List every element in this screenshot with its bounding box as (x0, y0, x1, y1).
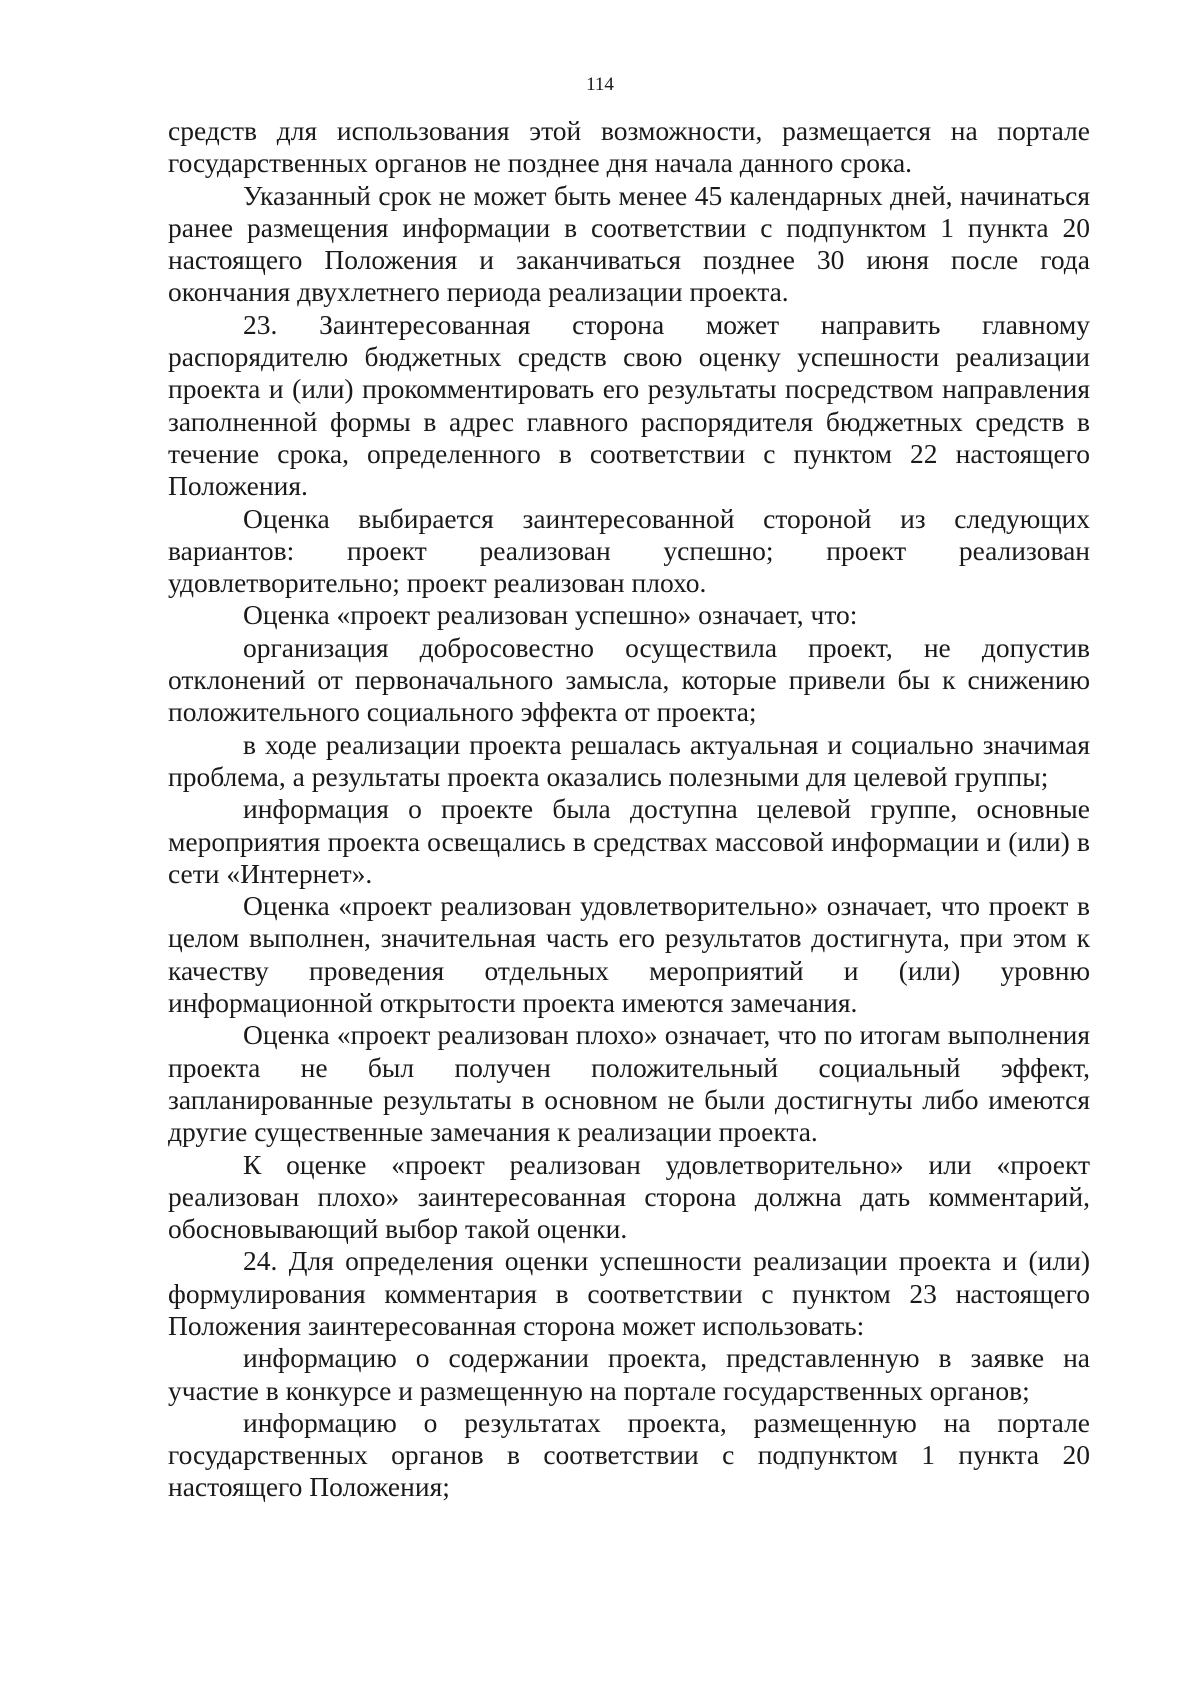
paragraph-source-2: информацию о результатах проекта, размещенную на портале государственных органов в соответствии с подпунктом 1 пункта 20 настоящего Положения; (168, 1406, 1090, 1503)
paragraph-success-criterion-1: организация добросовестно осуществила проект, не допустив отклонений от первоначального замысла, которые привели бы к снижению положительного социального эффекта от проекта; (168, 631, 1090, 728)
paragraph-item-24: 24. Для определения оценки успешности реализации проекта и (или) формулирования комментария в соответствии с пунктом 23 настоящего Положения заинтересованная сторона может использовать: (168, 1245, 1090, 1341)
page-number: 114 (586, 74, 614, 95)
paragraph-source-1: информацию о содержании проекта, представленную в заявке на участие в конкурсе и размещенную на портале государственных органов; (168, 1342, 1090, 1406)
paragraph-rating-options: Оценка выбирается заинтересованной стороной из следующих вариантов: проект реализован успешно; проект реализован удовлетворительно; проект реализован плохо. (168, 502, 1090, 599)
document-text (168, 115, 1090, 1504)
paragraph-poor-definition: Оценка «проект реализован плохо» означает, что по итогам выполнения проекта не был получен положительный социальный эффект, запланированные результаты в основном не были достигнуты либо имеются другие существенные замечания к реализации проекта. (168, 1019, 1090, 1148)
paragraph-success-criterion-2: в ходе реализации проекта решалась актуальная и социально значимая проблема, а результаты проекта оказались полезными для целевой группы; (168, 728, 1090, 792)
paragraph-item-23: 23. Заинтересованная сторона может направить главному распорядителю бюджетных средств свою оценку успешности реализации проекта и (или) прокомментировать его результаты посредством направления заполненной формы в адрес главного распорядителя бюджетных средств в течение срока, определенного в соответствии с пунктом 22 настоящего Положения. (168, 308, 1090, 502)
paragraph-success-criterion-3: информация о проекте была доступна целевой группе, основные мероприятия проекта освещались в средствах массовой информации и (или) в сети «Интернет». (168, 793, 1090, 889)
paragraph-success-definition: Оценка «проект реализован успешно» означает, что: (243, 599, 858, 631)
paragraph-term: Указанный срок не может быть менее 45 календарных дней, начинаться ранее размещения информации в соответствии с подпунктом 1 пункта 20 настоящего Положения и заканчиваться позднее 30 июня после года окончания двухлетнего периода реализации проекта. (168, 179, 1090, 308)
paragraph-comment-requirement: К оценке «проект реализован удовлетворительно» или «проект реализован плохо» заинтересованная сторона должна дать комментарий, обосновывающий выбор такой оценки. (168, 1148, 1090, 1245)
paragraph-continuation: средств для использования этой возможности, размещается на портале государственных органов не позднее дня начала данного срока. (168, 115, 1090, 179)
paragraph-satisfactory-definition: Оценка «проект реализован удовлетворительно» означает, что проект в целом выполнен, значительная часть его результатов достигнута, при этом к качеству проведения отдельных мероприятий и (или) уровню информационной открытости проекта имеются замечания. (168, 890, 1090, 1019)
